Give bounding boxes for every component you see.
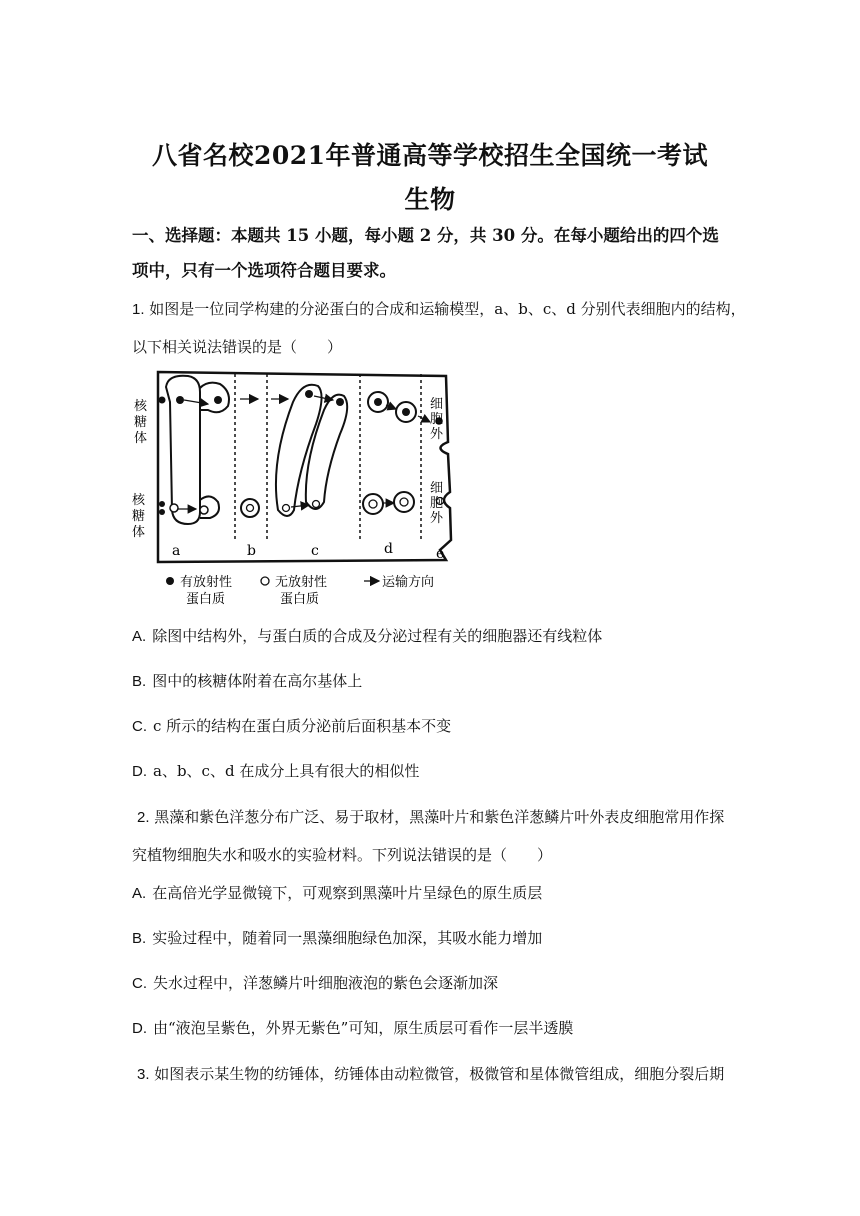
ribosome-bottom-1 — [159, 501, 165, 507]
golgi-cisterna-1 — [276, 385, 322, 516]
cell-membrane — [158, 372, 451, 562]
section-heading-line1: 一、选择题：本题共 15 小题，每小题 2 分，共 30 分。在每小题给出的四个选 — [132, 226, 719, 245]
subject-title: 生物 — [404, 185, 456, 214]
q1-option-b-letter: B. — [132, 673, 147, 690]
q2-option-b-text: 实验过程中，随着同一黑藻细胞绿色加深，其吸水能力增加 — [152, 929, 543, 947]
q1-option-b-text: 图中的核糖体附着在高尔基体上 — [152, 672, 363, 690]
q1-option-d-text: a、b、c、d 在成分上具有很大的相似性 — [153, 762, 420, 780]
ribosome-top — [159, 397, 166, 404]
q2-option-d[interactable] — [132, 1017, 573, 1038]
region-label-e: e — [436, 546, 445, 562]
nonradioactive-protein-a — [170, 504, 178, 512]
nonradioactive-protein-b — [247, 505, 254, 512]
legend-radioactive-line1: 有放射性 — [180, 575, 233, 590]
q2-option-c[interactable] — [132, 972, 498, 993]
q2-option-a-text: 在高倍光学显微镜下，可观察到黑藻叶片呈绿色的原生质层 — [152, 884, 543, 902]
secretory-protein-diagram — [128, 362, 458, 612]
q2-option-a[interactable] — [132, 882, 542, 903]
q1-option-c-letter: C. — [132, 718, 147, 735]
label-ribosome-bottom-1: 核 — [132, 493, 146, 508]
transport-arrow-c-top — [314, 396, 333, 400]
q1-stem-line1 — [132, 298, 746, 319]
label-outside-bottom-2: 胞 — [430, 496, 444, 511]
legend-nonradioactive-line2: 蛋白质 — [280, 592, 320, 607]
region-label-a: a — [172, 543, 181, 559]
q2-stem-line1 — [137, 806, 724, 827]
transport-arrow-de-top — [418, 416, 430, 422]
q1-stem-text: 如图是一位同学构建的分泌蛋白的合成和运输模型，a、b、c、d 分别代表细胞内的结构， — [149, 300, 746, 318]
label-ribosome-top-3: 体 — [134, 431, 148, 446]
q1-option-a-letter: A. — [132, 628, 147, 645]
exam-title: 八省名校2021年普通高等学校招生全国统一考试 — [151, 141, 709, 170]
q1-option-c-text: c 所示的结构在蛋白质分泌前后面积基本不变 — [153, 717, 452, 735]
radioactive-protein-d1 — [374, 398, 382, 406]
region-label-d: d — [384, 541, 393, 557]
q2-option-d-text: 由“液泡呈紫色，外界无紫色”可知，原生质层可看作一层半透膜 — [153, 1019, 574, 1037]
label-ribosome-top-1: 核 — [134, 399, 148, 414]
radioactive-protein-d2 — [402, 408, 410, 416]
region-label-b: b — [247, 543, 256, 559]
radioactive-protein-a-bud — [214, 396, 222, 404]
radioactive-protein-c1 — [305, 390, 313, 398]
legend-radioactive-icon — [166, 577, 174, 585]
label-ribosome-top-2: 糖 — [134, 415, 148, 430]
label-ribosome-bottom-3: 体 — [132, 525, 146, 540]
nonradioactive-protein-d2 — [400, 498, 408, 506]
q1-option-d-letter: D. — [132, 763, 147, 780]
q3-number: 3. — [137, 1066, 150, 1083]
q1-stem-line2: 以下相关说法错误的是（ ） — [132, 338, 343, 356]
q2-option-c-letter: C. — [132, 975, 147, 992]
er-bud-top — [200, 383, 229, 413]
ribosome-bottom-2 — [159, 509, 165, 515]
q2-option-b[interactable] — [132, 927, 542, 948]
nonradioactive-protein-c1 — [283, 505, 290, 512]
label-outside-bottom-3: 外 — [430, 511, 444, 526]
q3-stem-text: 如图表示某生物的纺锤体，纺锤体由动粒微管，极微管和星体微管组成，细胞分裂后期 — [154, 1065, 725, 1083]
q2-stem-text: 黑藻和紫色洋葱分布广泛、易于取材，黑藻叶片和紫色洋葱鳞片叶外表皮细胞常用作探 — [154, 808, 725, 826]
transport-arrow-a-top — [184, 400, 208, 404]
q1-option-d[interactable] — [132, 760, 419, 781]
radioactive-protein-c2 — [336, 398, 344, 406]
golgi-cisterna-2 — [306, 395, 347, 509]
q1-option-b[interactable] — [132, 670, 362, 691]
legend-nonradioactive-icon — [261, 577, 269, 585]
q2-option-c-text: 失水过程中，洋葱鳞片叶细胞液泡的紫色会逐渐加深 — [153, 974, 499, 992]
nonradioactive-protein-c2 — [313, 501, 320, 508]
legend-direction-label: 运输方向 — [382, 575, 435, 590]
q2-number: 2. — [137, 809, 150, 826]
legend-nonradioactive-line1: 无放射性 — [275, 575, 328, 590]
q3-stem-line1 — [137, 1063, 724, 1084]
q1-option-a[interactable] — [132, 625, 602, 646]
q2-option-a-letter: A. — [132, 885, 147, 902]
section-heading-line2: 项中，只有一个选项符合题目要求。 — [132, 261, 396, 280]
nonradioactive-protein-a-bud — [200, 506, 208, 514]
q2-option-d-letter: D. — [132, 1020, 147, 1037]
label-outside-bottom-1: 细 — [430, 481, 444, 496]
q2-option-b-letter: B. — [132, 930, 147, 947]
label-ribosome-bottom-2: 糖 — [132, 509, 146, 524]
q1-number: 1. — [132, 301, 145, 318]
label-outside-top-2: 胞 — [430, 412, 444, 427]
label-outside-top-1: 细 — [430, 397, 444, 412]
legend-radioactive-line2: 蛋白质 — [186, 592, 226, 607]
q2-stem-line2: 究植物细胞失水和吸水的实验材料。下列说法错误的是（ ） — [132, 846, 553, 864]
nonradioactive-protein-d1 — [369, 500, 377, 508]
radioactive-protein-a-top — [176, 396, 184, 404]
q1-option-a-text: 除图中结构外，与蛋白质的合成及分泌过程有关的细胞器还有线粒体 — [152, 627, 603, 645]
region-label-c: c — [311, 543, 319, 559]
label-outside-top-3: 外 — [430, 427, 444, 442]
q1-option-c[interactable] — [132, 715, 451, 736]
